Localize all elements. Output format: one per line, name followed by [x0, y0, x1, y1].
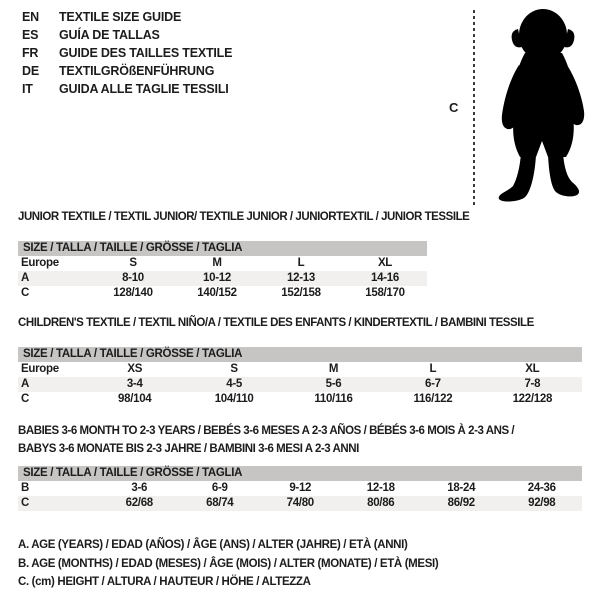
- cell-value: 12-18: [366, 482, 395, 494]
- cell-value: 116/122: [413, 393, 453, 405]
- row-label: C: [21, 287, 30, 299]
- language-code: DE: [22, 64, 39, 78]
- language-header: [22, 8, 232, 98]
- row-label: B: [21, 482, 30, 494]
- row-label: C: [21, 393, 30, 405]
- language-row-de: [22, 62, 232, 80]
- cell-value: 6-9: [211, 482, 228, 494]
- cell-value: 98/104: [118, 393, 152, 405]
- language-title: GUÍA DE TALLAS: [59, 28, 160, 42]
- cell-value: 6-7: [425, 378, 441, 390]
- language-title: GUIDA ALLE TAGLIE TESSILI: [59, 82, 229, 96]
- language-code: FR: [22, 46, 39, 60]
- legend-line-age-years: A. AGE (YEARS) / EDAD (AÑOS) / ÂGE (ANS) / ALTER (JAHRE) / ETÀ (ANNI): [18, 539, 408, 551]
- table-row-age: [18, 271, 427, 286]
- section-title-babies-line2: BABYS 3-6 MONATE BIS 2-3 JAHRE / BAMBINI 3-6 MESI A 2-3 ANNI: [18, 443, 359, 455]
- cell-value: 104/110: [214, 393, 254, 405]
- cell-value: 3-4: [126, 378, 143, 390]
- cell-value: L: [297, 257, 305, 269]
- cell-value: 74/80: [286, 497, 314, 509]
- children-size-table: [18, 347, 582, 407]
- size-header-bar: SIZE / TALLA / TAILLE / GRÖSSE / TAGLIA: [18, 466, 582, 481]
- table-row-height: [18, 286, 427, 301]
- cell-value: 92/98: [528, 497, 556, 509]
- cell-value: 3-6: [131, 482, 148, 494]
- height-dashed-line: [473, 10, 475, 206]
- language-title: GUIDE DES TAILLES TEXTILE: [59, 46, 233, 60]
- language-title: TEXTILE SIZE GUIDE: [59, 10, 182, 24]
- cell-value: 110/116: [314, 393, 353, 405]
- cell-value: 7-8: [524, 378, 541, 390]
- cell-value: 5-6: [325, 378, 342, 390]
- language-code: ES: [22, 28, 39, 42]
- table-row-age: [18, 377, 582, 392]
- table-row-height: [18, 496, 582, 511]
- row-label: A: [21, 378, 30, 390]
- cell-value: 8-10: [122, 272, 144, 284]
- language-code: IT: [22, 82, 33, 96]
- section-title-babies: [18, 422, 514, 458]
- section-title-junior: JUNIOR TEXTILE / TEXTIL JUNIOR/ TEXTILE JUNIOR / JUNIORTEXTIL / JUNIOR TESSILE: [18, 211, 470, 223]
- cell-value: 80/86: [367, 497, 395, 509]
- cell-value: 9-12: [289, 482, 312, 494]
- cell-value: 12-13: [287, 272, 315, 284]
- table-row-height: [18, 392, 582, 407]
- cell-value: 122/128: [512, 393, 553, 405]
- cell-value: 158/170: [365, 287, 405, 299]
- section-title-children: CHILDREN'S TEXTILE / TEXTIL NIÑO/A / TEXTILE DES ENFANTS / KINDERTEXTIL / BAMBINI TESSILE: [18, 317, 534, 329]
- table-row-europe: [18, 362, 582, 377]
- junior-size-table: [18, 241, 427, 301]
- cell-value: XS: [127, 363, 143, 375]
- legend-line-height: C. (cm) HEIGHT / ALTURA / HAUTEUR / HÖHE / ALTEZZA: [18, 576, 311, 588]
- language-row-it: [22, 80, 232, 98]
- section-title-babies-line1: BABIES 3-6 MONTH TO 2-3 YEARS / BEBÉS 3-6 MESES A 2-3 AÑOS / BÉBÉS 3-6 MOIS À 2-3 ANS /: [18, 425, 515, 437]
- height-measure-label: C: [449, 100, 459, 115]
- cell-value: 10-12: [203, 272, 231, 284]
- cell-value: XL: [525, 363, 540, 375]
- row-label: Europe: [21, 363, 59, 375]
- language-code: EN: [22, 10, 39, 24]
- cell-value: 86/92: [447, 497, 475, 509]
- size-header-bar: SIZE / TALLA / TAILLE / GRÖSSE / TAGLIA: [18, 347, 582, 362]
- cell-value: 128/140: [113, 287, 153, 299]
- row-label: Europe: [21, 257, 59, 269]
- cell-value: 140/152: [197, 287, 237, 299]
- language-row-fr: [22, 44, 232, 62]
- cell-value: S: [230, 363, 238, 375]
- cell-value: 152/158: [281, 287, 321, 299]
- cell-value: 62/68: [125, 497, 153, 509]
- cell-value: L: [429, 363, 437, 375]
- cell-value: 68/74: [206, 497, 234, 509]
- size-header-bar: SIZE / TALLA / TAILLE / GRÖSSE / TAGLIA: [18, 241, 427, 256]
- table-row-europe: [18, 256, 427, 271]
- cell-value: 4-5: [226, 378, 242, 390]
- cell-value: S: [129, 257, 137, 269]
- cell-value: 18-24: [447, 482, 476, 494]
- legend-line-age-months: B. AGE (MONTHS) / EDAD (MESES) / ÂGE (MOIS) / ALTER (MONATE) / ETÀ (MESI): [18, 557, 439, 570]
- cell-value: M: [212, 257, 222, 269]
- cell-value: 14-16: [371, 272, 399, 284]
- babies-size-table: [18, 466, 582, 511]
- toddler-silhouette-icon: [486, 5, 598, 210]
- table-row-age-months: [18, 481, 582, 496]
- language-row-en: [22, 8, 232, 26]
- language-title: TEXTILGRÖßENFÜHRUNG: [59, 64, 215, 78]
- row-label: A: [21, 272, 30, 284]
- row-label: C: [21, 497, 30, 509]
- cell-value: 24-36: [527, 482, 556, 494]
- language-row-es: [22, 26, 232, 44]
- cell-value: XL: [377, 257, 393, 269]
- measure-legend: [18, 536, 438, 592]
- cell-value: M: [328, 363, 339, 375]
